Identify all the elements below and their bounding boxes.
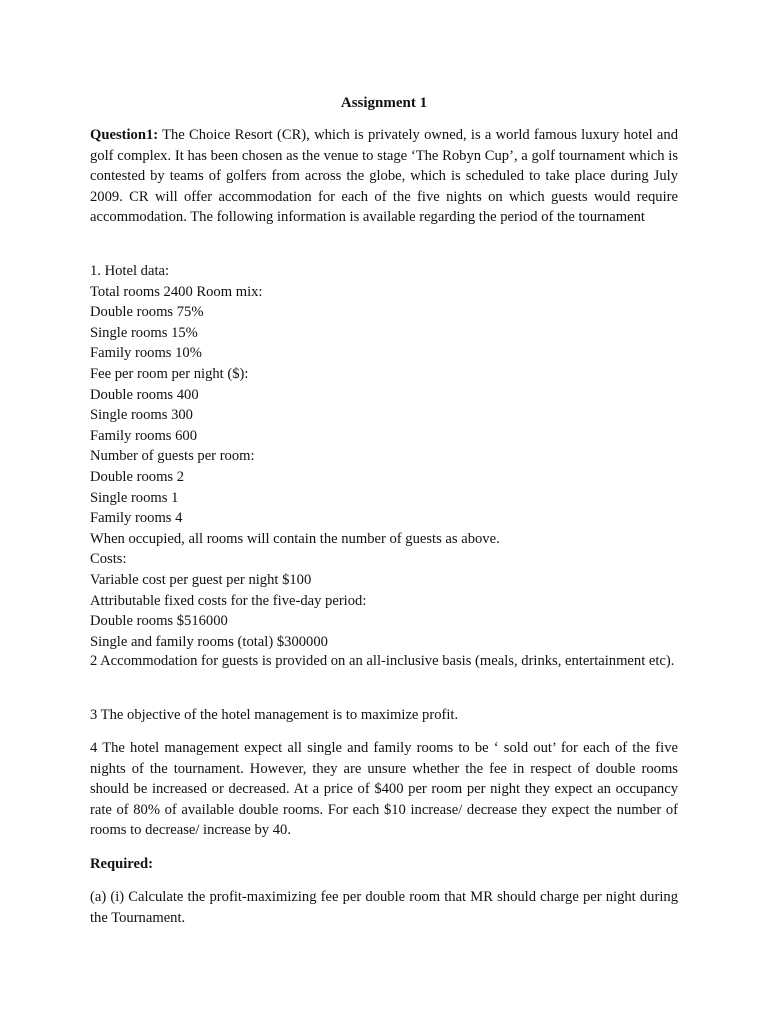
data-line: Number of guests per room: <box>90 448 255 465</box>
data-line: Single and family rooms (total) $300000 <box>90 633 328 650</box>
point-3-text: 3 The objective of the hotel management is to maximize profit. <box>90 707 459 723</box>
question1-text: The Choice Resort (CR), which is privately owned, is a world famous luxury hotel and golf complex. It has been chosen as the venue to stage ‘The Robyn Cup’, a golf tournament which is contested by teams of golfers from across the globe, which is scheduled to take place during July 2009. CR will offer accommodation for each of the five nights on which guests would require accommodation. The following information is available regarding the period of the tournament <box>90 127 678 226</box>
required-a-text: (a) (i) Calculate the profit-maximizing fee per double room that MR should charge per night during the Tournament. <box>90 889 678 926</box>
data-line: Family rooms 10% <box>90 345 202 362</box>
point-3-paragraph <box>90 705 678 726</box>
data-line: Family rooms 600 <box>90 427 198 444</box>
data-line: Fee per room per night ($): <box>90 365 249 382</box>
data-line: Family rooms 4 <box>90 510 183 527</box>
data-line: Double rooms 75% <box>90 304 204 321</box>
data-line: Total rooms 2400 Room mix: <box>90 283 263 300</box>
data-line: Costs: <box>90 551 127 568</box>
hotel-data-list <box>90 261 678 652</box>
required-heading: Required: <box>90 856 153 872</box>
data-line: Single rooms 300 <box>90 407 193 424</box>
data-line: Double rooms 400 <box>90 386 199 403</box>
data-line: Double rooms $516000 <box>90 613 228 630</box>
data-line: 1. Hotel data: <box>90 263 170 279</box>
question1-label: Question1: <box>90 127 159 143</box>
point-2-text: 2 Accommodation for guests is provided on an all-inclusive basis (meals, drinks, entertainment etc). <box>90 653 675 669</box>
point-4-text: 4 The hotel management expect all single and family rooms to be ‘ sold out’ for each of the five nights of the tournament. However, they are unsure whether the fee in respect of double rooms should be increased or decreased. At a price of $400 per room per night they expect an occupancy rate of 80% of available double rooms. For each $10 increase/ decrease they expect the number of rooms to decrease/ increase by 40. <box>90 740 678 839</box>
point-2-paragraph <box>90 651 678 672</box>
assignment-title: Assignment 1 <box>340 95 428 111</box>
question1-paragraph <box>90 125 678 228</box>
required-a-paragraph <box>90 887 678 928</box>
data-line: Single rooms 15% <box>90 324 198 341</box>
data-line: Variable cost per guest per night $100 <box>90 571 312 588</box>
point-4-paragraph <box>90 738 678 841</box>
data-line: Double rooms 2 <box>90 468 185 485</box>
data-line: Attributable fixed costs for the five-day period: <box>90 592 367 609</box>
data-line: Single rooms 1 <box>90 489 179 506</box>
data-line: When occupied, all rooms will contain the number of guests as above. <box>90 530 500 547</box>
